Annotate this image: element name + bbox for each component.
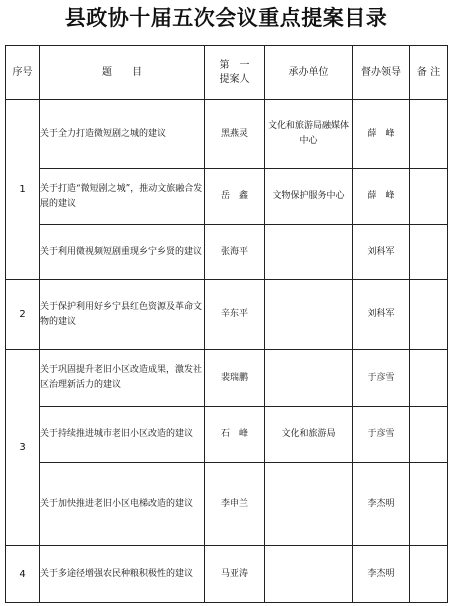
note-cell (410, 407, 448, 463)
topic-cell: 关于利用微视频短剧重现乡宁乡贤的建议 (40, 225, 205, 280)
note-cell (410, 225, 448, 280)
proposer-cell: 石 峰 (205, 407, 265, 463)
proposer-cell: 辛东平 (205, 280, 265, 350)
proposer-cell: 李申兰 (205, 463, 265, 546)
table-row (6, 225, 448, 280)
topic-cell: 关于全力打造微短剧之城的建议 (40, 100, 205, 169)
seq-cell: 3 (6, 350, 40, 546)
seq-cell: 1 (6, 100, 40, 280)
header-proposer-line2: 提案人 (219, 73, 250, 85)
topic-cell: 关于持续推进城市老旧小区改造的建议 (40, 407, 205, 463)
leader-cell: 薛 峰 (353, 100, 410, 169)
proposer-cell: 裴瑞鹏 (205, 350, 265, 407)
table-row (6, 546, 448, 603)
leader-cell: 于彦雪 (353, 350, 410, 407)
leader-cell: 薛 峰 (353, 169, 410, 225)
table-header-row (6, 46, 448, 100)
unit-cell: 文化和旅游局融媒体中心 (265, 100, 353, 169)
topic-cell: 关于保护利用好乡宁县红色资源及革命文物的建议 (40, 280, 205, 350)
unit-cell (265, 463, 353, 546)
leader-cell: 李杰明 (353, 463, 410, 546)
proposer-cell: 岳 鑫 (205, 169, 265, 225)
header-proposer (205, 46, 265, 100)
table-row (6, 100, 448, 169)
seq-cell: 4 (6, 546, 40, 603)
proposer-cell: 张海平 (205, 225, 265, 280)
unit-cell (265, 225, 353, 280)
note-cell (410, 350, 448, 407)
proposal-table (5, 45, 448, 603)
header-leader: 督办领导 (353, 46, 410, 100)
leader-cell: 于彦雪 (353, 407, 410, 463)
unit-cell (265, 546, 353, 603)
header-topic: 题 目 (40, 46, 205, 100)
topic-cell: 关于多途径增强农民种粮积极性的建议 (40, 546, 205, 603)
header-seq: 序号 (6, 46, 40, 100)
leader-cell: 刘科军 (353, 280, 410, 350)
proposer-cell: 黑燕灵 (205, 100, 265, 169)
header-proposer-line1: 第 一 (219, 59, 250, 71)
table-row (6, 350, 448, 407)
seq-cell: 2 (6, 280, 40, 350)
leader-cell: 刘科军 (353, 225, 410, 280)
unit-cell (265, 350, 353, 407)
topic-cell: 关于加快推进老旧小区电梯改造的建议 (40, 463, 205, 546)
note-cell (410, 546, 448, 603)
leader-cell: 李杰明 (353, 546, 410, 603)
unit-cell (265, 280, 353, 350)
note-cell (410, 100, 448, 169)
table-row (6, 407, 448, 463)
table-row (6, 169, 448, 225)
note-cell (410, 169, 448, 225)
page-title: 县政协十届五次会议重点提案目录 (64, 5, 388, 30)
proposer-cell: 马亚涛 (205, 546, 265, 603)
note-cell (410, 463, 448, 546)
topic-cell: 关于打造“微短剧之城”，推动文旅融合发展的建议 (40, 169, 205, 225)
unit-cell: 文化和旅游局 (265, 407, 353, 463)
header-note: 备 注 (410, 46, 448, 100)
note-cell (410, 280, 448, 350)
unit-cell: 文物保护服务中心 (265, 169, 353, 225)
table-row (6, 280, 448, 350)
topic-cell: 关于巩固提升老旧小区改造成果，激发社区治理新活力的建议 (40, 350, 205, 407)
table-row (6, 463, 448, 546)
header-unit: 承办单位 (265, 46, 353, 100)
